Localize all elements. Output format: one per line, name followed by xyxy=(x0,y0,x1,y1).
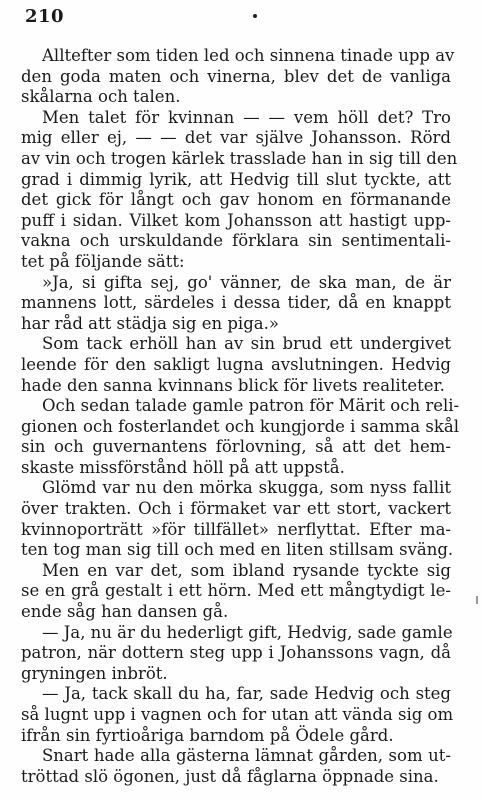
text-line: »Ja, si gifta sej, go' vänner, de ska man, de är xyxy=(42,272,451,292)
text-line: grad i dimmig lyrik, att Hedvig till slut tyckte, att xyxy=(21,169,451,189)
text-line: se en grå gestalt i ett hörn. Med ett mångtydigt le- xyxy=(21,581,451,601)
margin-mark xyxy=(476,596,478,604)
text-line: Alltefter som tiden led och sinnena tinade upp av xyxy=(42,46,455,65)
text-line: Och sedan talade gamle patron för Märit och reli- xyxy=(42,396,460,416)
text-line: mig eller ej, — — det var själve Johansson. Rörd xyxy=(21,128,451,148)
text-line: Glömd var nu den mörka skugga, som nyss fallit xyxy=(42,478,451,498)
text-line: sin och guvernantens förlovning, så att det hem- xyxy=(21,437,451,457)
text-line: tet på följande sätt: xyxy=(21,251,185,271)
text-line: patron, när dottern steg upp i Johanssons vagn, då xyxy=(21,643,451,663)
text-line: puff i sidan. Vilket kom Johansson att hastigt upp- xyxy=(21,210,451,230)
text-line: ifrån sin fyrtioåriga barndom på Ödele gård. xyxy=(21,725,394,745)
text-line: skaste missförstånd höll på att uppstå. xyxy=(21,457,345,477)
text-line: Som tack erhöll han av sin brud ett undergivet xyxy=(42,334,451,354)
text-line: hade den sanna kvinnans blick för livets realiteter. xyxy=(21,375,445,395)
text-line: Snart hade alla gästerna lämnat gården, som ut- xyxy=(42,746,451,766)
text-line: skålarna och talen. xyxy=(21,87,181,107)
text-line: leende för den sakligt lugna avslutningen. Hedvig xyxy=(21,354,451,374)
text-line: har råd att städja sig en piga.» xyxy=(21,313,279,333)
text-line: mannens lott, särdeles i dessa tider, då en knappt xyxy=(21,293,451,313)
text-line: över trakten. Och i förmaket var ett stort, vackert xyxy=(21,499,451,519)
text-line: av vin och trogen kärlek trasslade han in sig till den xyxy=(21,148,458,168)
text-line: kvinnoporträtt »för tillfället» nerflyttat. Efter ma- xyxy=(21,519,451,539)
text-line: ten tog man sig till och med en liten stillsam sväng. xyxy=(21,540,454,560)
body-text xyxy=(21,46,460,787)
text-line: gryningen inbröt. xyxy=(21,663,168,683)
text-line: Men en var det, som ibland rysande tyckte sig xyxy=(42,560,451,580)
text-line: — Ja, nu är du hederligt gift, Hedvig, sade gamle xyxy=(42,622,453,642)
text-line: ende såg han dansen gå. xyxy=(21,602,229,622)
text-line: — Ja, tack skall du ha, far, sade Hedvig och steg xyxy=(42,684,451,704)
text-line: Men talet för kvinnan — — vem höll det? Tro xyxy=(42,107,451,127)
text-line: tröttad slö ögonen, just då fåglarna öppnade sina. xyxy=(21,766,439,786)
text-line: den goda maten och vinerna, blev det de vanliga xyxy=(21,66,451,86)
text-line: vakna och urskuldande förklara sin sentimentali- xyxy=(21,231,451,251)
header-dot xyxy=(253,14,257,18)
text-line: gionen och fosterlandet och kungjorde i samma skål xyxy=(21,416,459,436)
text-line: så lugnt upp i vagnen och for utan att vända sig om xyxy=(21,705,454,724)
text-line: det gick för långt och gav honom en förmanande xyxy=(21,190,451,210)
page-number: 210 xyxy=(25,6,65,27)
